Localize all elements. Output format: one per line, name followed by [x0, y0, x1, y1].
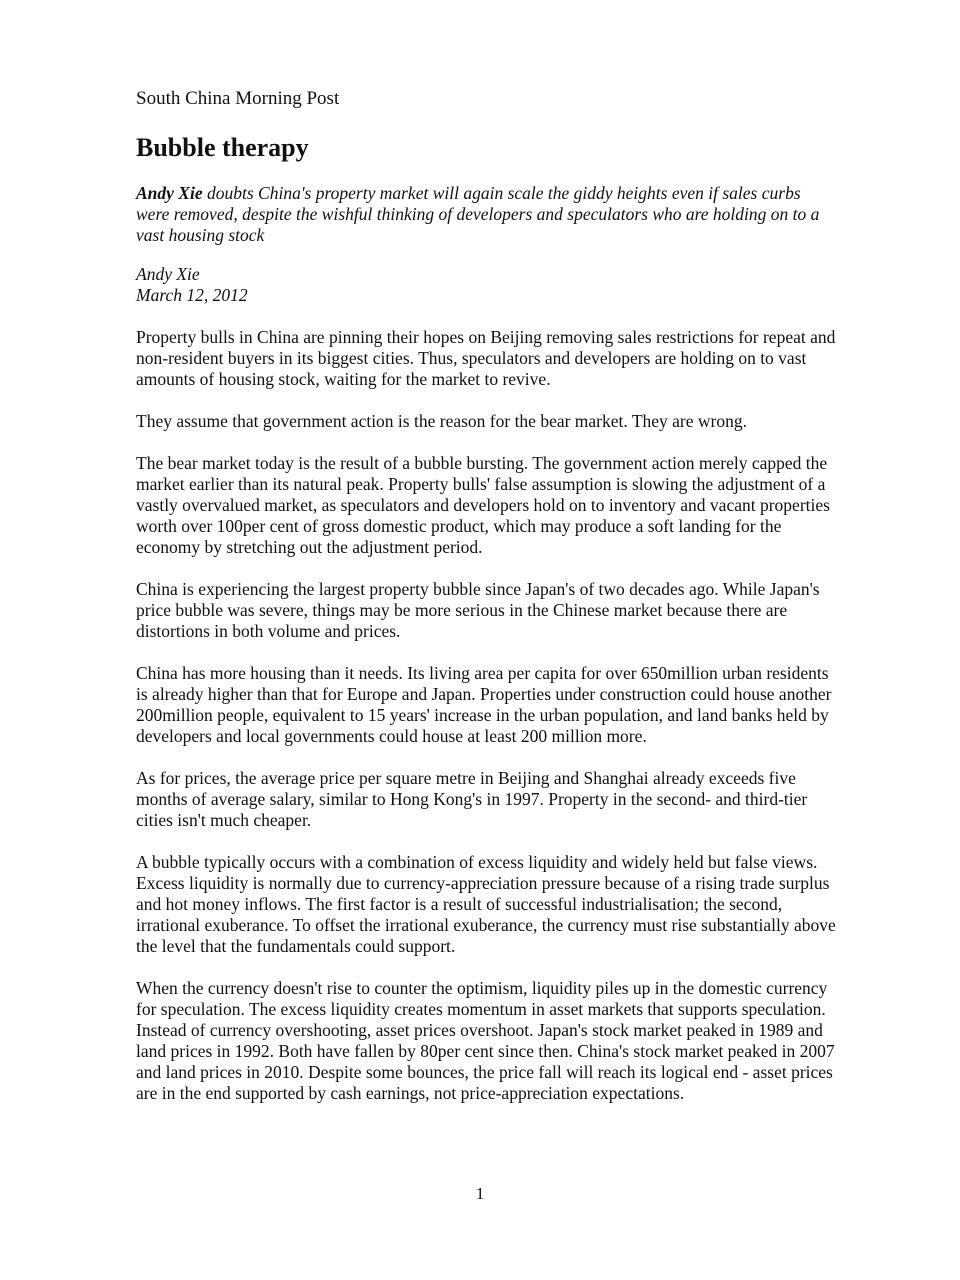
body-paragraph: Property bulls in China are pinning their hopes on Beijing removing sales restrictions for repeat and non-resident buyers in its biggest cities. Thus, speculators and developers are holding on to vast amounts of housing stock, waiting for the market to revive. [136, 327, 836, 389]
article-standfirst [136, 183, 836, 246]
article-byline [136, 264, 836, 306]
body-paragraph: They assume that government action is the reason for the bear market. They are wrong. [136, 411, 747, 431]
body-paragraph: As for prices, the average price per square metre in Beijing and Shanghai already exceeds five months of average salary, similar to Hong Kong's in 1997. Property in the second- and third-tier cities isn't much cheaper. [136, 768, 808, 830]
standfirst-author: Andy Xie [136, 183, 203, 203]
body-paragraph: The bear market today is the result of a bubble bursting. The government action merely capped the market earlier than its natural peak. Property bulls' false assumption is slowing the adjustment of a vastly overvalued market, as speculators and developers hold on to inventory and vacant properties worth over 100per cent of gross domestic product, which may produce a soft landing for the economy by stretching out the adjustment period. [136, 453, 830, 557]
body-paragraph: A bubble typically occurs with a combination of excess liquidity and widely held but false views. Excess liquidity is normally due to currency-appreciation pressure because of a rising trade surplus and hot money inflows. The first factor is a result of successful industrialisation; the second, irrational exuberance. To offset the irrational exuberance, the currency must rise substantially above the level that the fundamentals could support. [136, 852, 836, 956]
article [136, 86, 836, 1104]
body-paragraph: When the currency doesn't rise to counter the optimism, liquidity piles up in the domestic currency for speculation. The excess liquidity creates momentum in asset markets that supports speculation. Instead of currency overshooting, asset prices overshoot. Japan's stock market peaked in 1989 and land prices in 1992. Both have fallen by 80per cent since then. China's stock market peaked in 2007 and land prices in 2010. Despite some bounces, the price fall will reach its logical end - asset prices are in the end supported by cash earnings, not price-appreciation expectations. [136, 978, 835, 1103]
page-number: 1 [475, 1184, 485, 1203]
body-paragraph: China has more housing than it needs. Its living area per capita for over 650million urban residents is already higher than that for Europe and Japan. Properties under construction could house another 200million people, equivalent to 15 years' increase in the urban population, and land banks held by developers and local governments could house at least 200 million more. [136, 663, 832, 746]
byline-author: Andy Xie [136, 264, 200, 284]
body-paragraph: China is experiencing the largest property bubble since Japan's of two decades ago. While Japan's price bubble was severe, things may be more serious in the Chinese market because there are distortions in both volume and prices. [136, 579, 820, 641]
article-headline: Bubble therapy [136, 133, 309, 162]
standfirst-text: doubts China's property market will again scale the giddy heights even if sales curbs were removed, despite the wishful thinking of developers and speculators who are holding on to a vast housing stock [136, 183, 820, 245]
byline-date: March 12, 2012 [136, 285, 248, 305]
publication-name: South China Morning Post [136, 88, 340, 109]
